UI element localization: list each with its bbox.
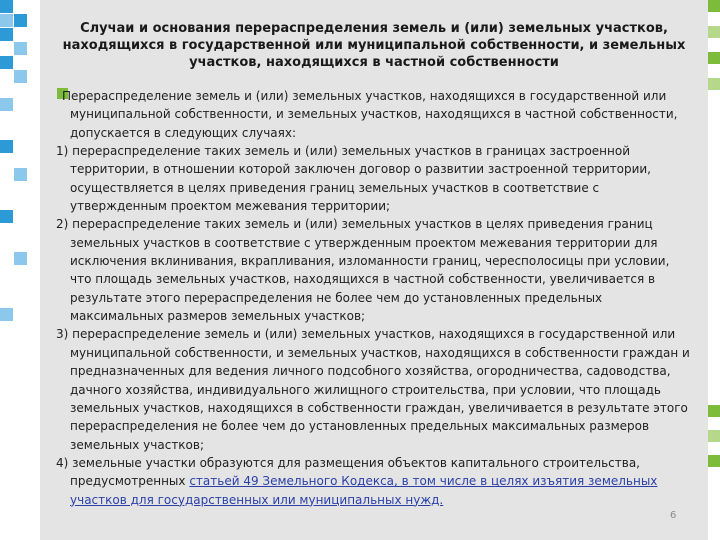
decor-square <box>0 0 13 13</box>
decor-square <box>14 42 27 55</box>
decor-square <box>0 14 13 27</box>
decor-square <box>14 252 27 265</box>
decor-square <box>0 210 13 223</box>
decor-square <box>708 430 720 442</box>
decor-square <box>14 168 27 181</box>
decor-square <box>708 78 720 90</box>
page-number: 6 <box>670 510 677 521</box>
decor-square <box>708 455 720 467</box>
decor-square <box>14 14 27 27</box>
list-item-1: 1) перераспределение таких земель и (или) земельных участков в границах застроенной территории, в отношении которой заключен договор о развитии застроенной территории, осуществляется в целях приведения границ земельных участков в соответствие с утвержденным проектом межевания территории; <box>56 144 651 214</box>
list-item-4 <box>52 454 692 509</box>
decor-square <box>708 0 720 12</box>
list-item-4-text: 4) земельные участки образуются для размещения объектов капитального строительства, предусмотренных <box>56 455 640 489</box>
decor-square <box>708 405 720 417</box>
intro-paragraph: Перераспределение земель и (или) земельных участков, находящихся в государственной или муниципальной собственности, и земельных участков, находящихся в частной собственности, допускается в следующих случаях: <box>62 89 678 140</box>
decor-square <box>0 308 13 321</box>
slide-body <box>52 87 692 509</box>
list-item-3: 3) перераспределение земель и (или) земельных участков, находящихся в государственной или муниципальной собственности, и земельных участков, находящихся в собственности граждан и предназначенных для ведения личного подсобного хозяйства, огородничества, садоводства, дачного хозяйства, индивидуального жилищного строительства, при условии, что площадь земельных участков, находящихся в собственности граждан, увеличивается в результате этого перераспределения не более чем до установленных предельных максимальных размеров земельных участков; <box>56 327 690 452</box>
slide-title: Случаи и основания перераспределения земель и (или) земельных участков, находящихся в государственной или муниципальной собственности, и земельных участков, находящихся в частной собственности <box>62 21 686 70</box>
decor-square <box>14 70 27 83</box>
decor-square <box>0 56 13 69</box>
decor-square <box>0 28 13 41</box>
decor-square <box>0 98 13 111</box>
list-item-2: 2) перераспределение таких земель и (или) земельных участков в целях приведения границ земельных участков в соответствие с утвержденным проектом межевания территории для исключения вклинивания, вкрапливания, изломанности границ, чересполосицы при условии, что площадь земельных участков, находящихся в частной собственности, увеличивается в результате этого перераспределения не более чем до установленных предельных максимальных размеров земельных участков; <box>56 217 670 324</box>
decor-square <box>708 52 720 64</box>
decor-square <box>0 140 13 153</box>
land-code-article-link[interactable]: статьей 49 Земельного Кодекса, в том числе в целях изъятия земельных участков для государственных или муниципальных нужд. <box>70 474 658 507</box>
decor-square <box>708 26 720 38</box>
